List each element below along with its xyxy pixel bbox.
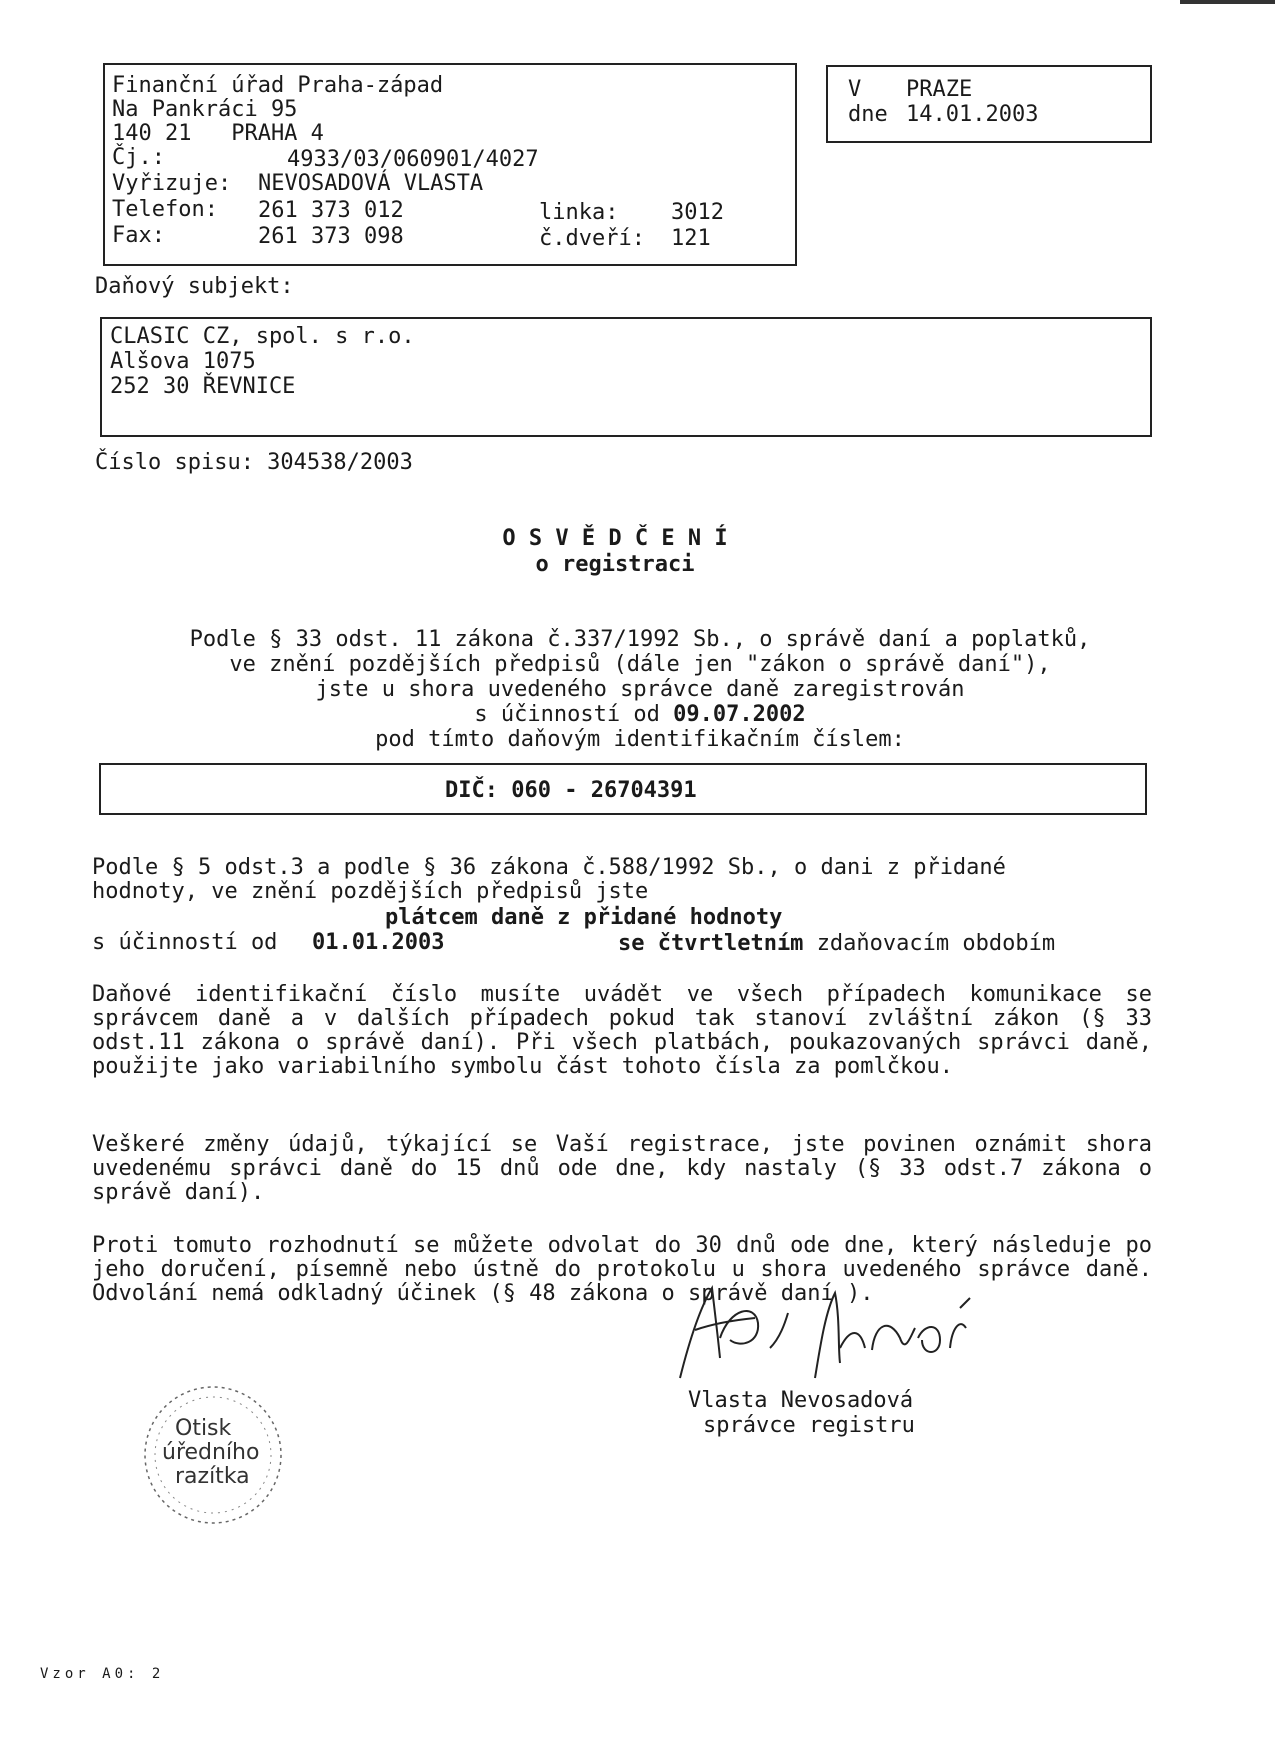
office-name: Finanční úřad Praha-západ	[112, 73, 444, 98]
intro-line-2: ve znění pozdějších předpisů (dále jen "zákon o správě daní"),	[229, 652, 1051, 677]
stamp-line-1: Otisk	[175, 1416, 232, 1441]
dic-label: DIČ:	[445, 778, 498, 803]
document-title: O S V Ě D Č E N Í	[502, 526, 728, 551]
office-dveri-value: 121	[671, 226, 711, 251]
office-vyrizuje-value: NEVOSADOVÁ VLASTA	[258, 171, 484, 196]
office-linka-label: linka:	[539, 200, 619, 225]
intro-line-4	[90, 703, 1190, 727]
office-telefon-value: 261 373 012	[258, 198, 404, 223]
subject-label: Daňový subjekt:	[95, 274, 294, 299]
paragraph-dic-usage: Daňové identifikační číslo musíte uvádět ve všech případech komunikace se správcem daně a v dalších případech pokud tak stanoví zvláštní zákon (§ 33 odst.11 zákona o správě daní). Při všech platbách, poukazovaných správci daně, použijte jako variabilního symbolu část tohoto čísla za pomlčkou.	[92, 982, 1152, 1079]
office-cj-value: 4933/03/060901/4027	[287, 147, 539, 172]
stamp-line-3: razítka	[175, 1464, 250, 1489]
intro-line-4-prefix: s účinností od	[474, 702, 660, 727]
office-fax-label: Fax:	[112, 223, 165, 248]
paragraph-appeal: Proti tomuto rozhodnutí se můžete odvolat do 30 dnů ode dne, který následuje po jeho doručení, písemně nebo ústně do protokolu u shora uvedeného správce daně. Odvolání nemá odkladný účinek (§ 48 zákona o správě daní ).	[92, 1233, 1152, 1306]
place-name: PRAZE	[906, 77, 973, 102]
intro-line-5: pod tímto daňovým identifikačním číslem:	[375, 727, 905, 752]
subject-name: CLASIC CZ, spol. s r.o.	[110, 324, 415, 349]
office-telefon-label: Telefon:	[112, 197, 218, 222]
vat-line-3: plátcem daně z přidané hodnoty	[385, 905, 783, 930]
signatory-role: správce registru	[703, 1413, 915, 1438]
dic-line	[445, 779, 697, 803]
date-value: 14.01.2003	[906, 102, 1039, 127]
date-prefix: dne	[848, 102, 888, 127]
vat-line-1: Podle § 5 odst.3 a podle § 36 zákona č.588/1992 Sb., o dani z přidané	[92, 855, 1006, 880]
vat-line-4-prefix: s účinností od	[92, 930, 278, 955]
office-linka-value: 3012	[671, 200, 724, 225]
subject-city: 252 30 ŘEVNICE	[110, 374, 296, 399]
subject-street: Alšova 1075	[110, 349, 256, 374]
office-fax-value: 261 373 098	[258, 224, 404, 249]
file-number: Číslo spisu: 304538/2003	[95, 450, 413, 475]
office-cj-label: Čj.:	[112, 145, 165, 170]
scan-top-edge	[1180, 0, 1275, 4]
paragraph-changes: Veškeré změny údajů, týkající se Vaší registrace, jste povinen oznámit shora uvedenému správci daně do 15 dnů ode dne, kdy nastaly (§ 33 odst.7 zákona o správě daní).	[92, 1132, 1152, 1205]
vat-period-bold: se čtvrtletním	[618, 931, 804, 956]
dic-value: 060 - 26704391	[511, 778, 697, 803]
registration-date: 09.07.2002	[673, 702, 806, 727]
handwritten-signature	[660, 1268, 990, 1388]
intro-line-3: jste u shora uvedeného správce daně zaregistrován	[315, 677, 965, 702]
office-city: 140 21 PRAHA 4	[112, 121, 324, 146]
vat-period-rest: zdaňovacím obdobím	[816, 931, 1056, 956]
office-street: Na Pankráci 95	[112, 97, 298, 122]
intro-line-1: Podle § 33 odst. 11 zákona č.337/1992 Sb., o správě daní a poplatků,	[189, 627, 1091, 652]
vat-period	[618, 932, 1055, 956]
vat-date: 01.01.2003	[312, 930, 445, 955]
office-vyrizuje-label: Vyřizuje:	[112, 171, 232, 196]
signatory-name: Vlasta Nevosadová	[688, 1388, 914, 1413]
stamp-line-2: úředního	[162, 1440, 260, 1465]
vat-line-2: hodnoty, ve znění pozdějších předpisů jste	[92, 879, 649, 904]
place-prefix: V	[848, 77, 862, 102]
document-subtitle: o registraci	[535, 552, 695, 577]
form-code: Vzor A0: 2	[40, 1666, 165, 1682]
office-dveri-label: č.dveří:	[539, 226, 645, 251]
